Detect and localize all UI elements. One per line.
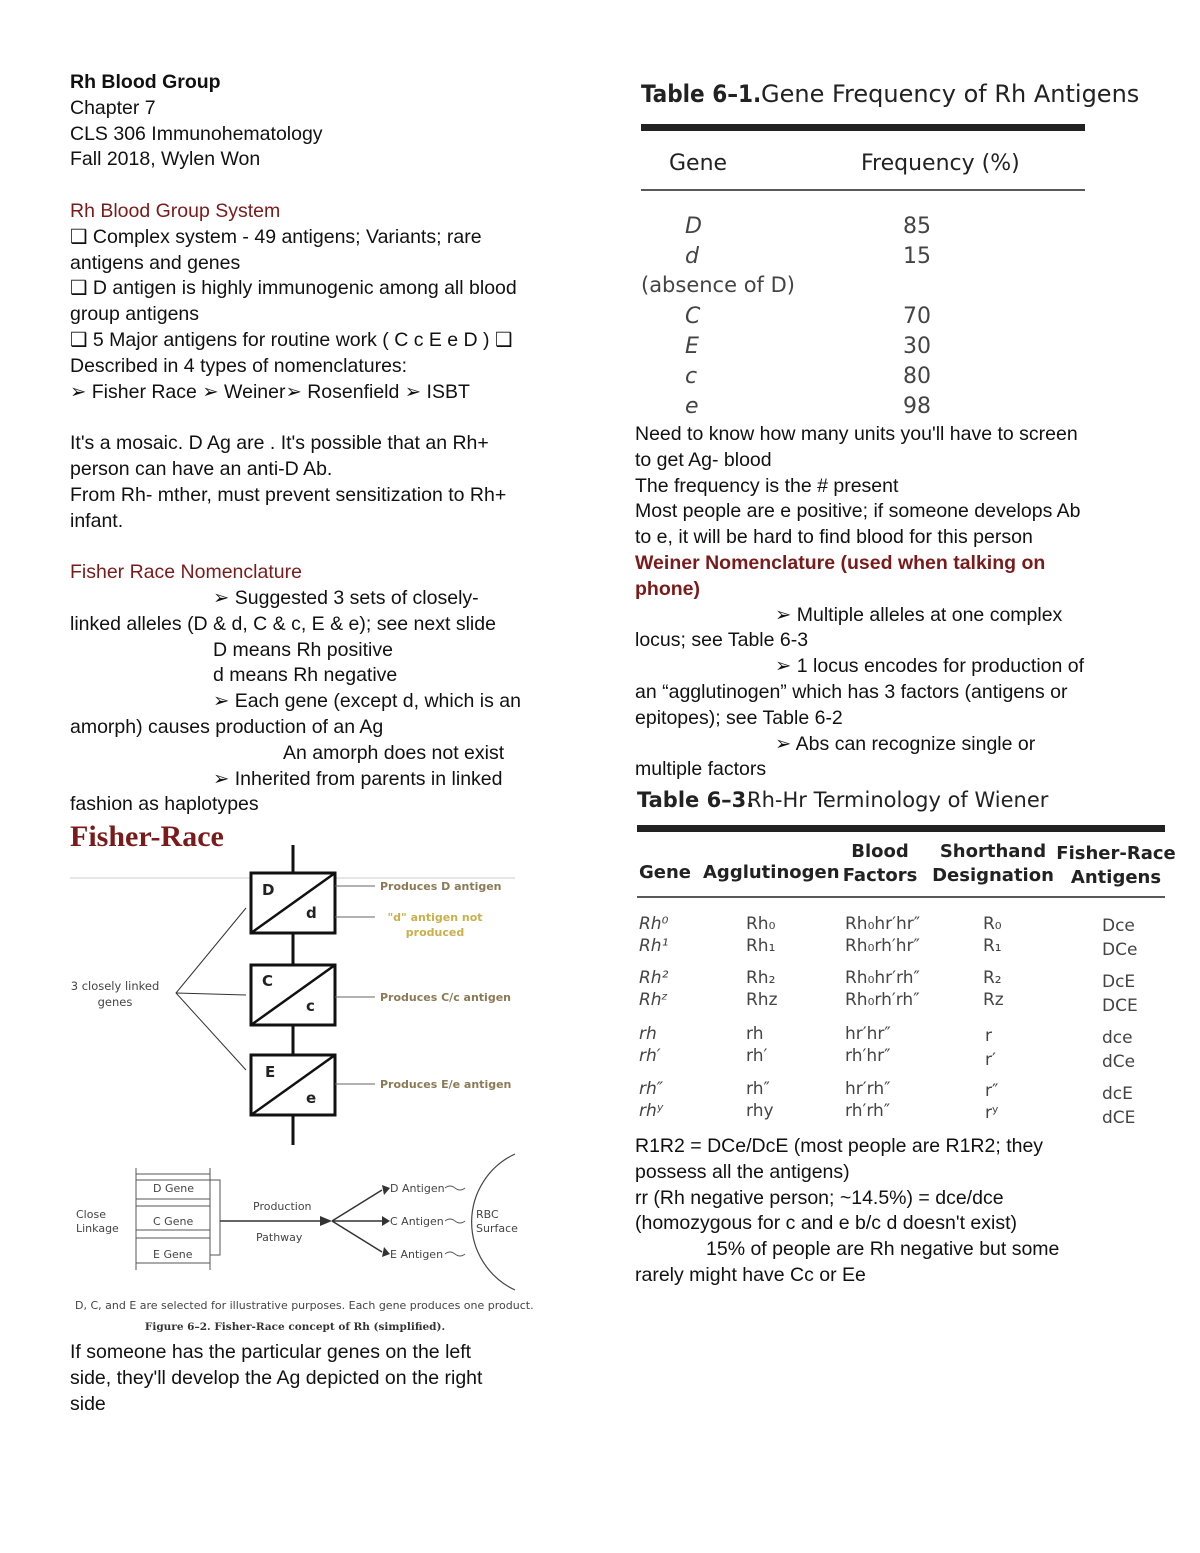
fisher-race-cell: dCE [1102,1108,1136,1128]
production-pathway-diagram [70,1150,534,1340]
gene-label: E Gene [153,1248,193,1261]
text-line: Most people are e positive; if someone develops Ab [635,500,1081,523]
left-column [70,70,570,818]
frequency-cell: 15 [903,244,931,269]
fisher-race-cell: DCE [1102,996,1138,1016]
gene-cell: rh′ [639,1046,661,1066]
pathway-label: Production [253,1200,312,1213]
column-header-gene: Gene [669,151,728,176]
text-line: antigens and genes [70,251,241,274]
fisher-race-title: Fisher-Race [70,820,224,853]
gene-cell: C [685,304,701,329]
gene-upper-label: E [265,1063,276,1081]
factors-cell: hr′hr″ [845,1024,891,1044]
text-line: linked alleles (D & d, C & c, E & e); see next slide [70,612,496,635]
text-line: rarely might have Cc or Ee [635,1263,866,1286]
column-header: Blood [851,841,909,862]
doc-title: Rh Blood Group [70,71,221,93]
antigen-label: D Antigen [390,1182,445,1195]
text-line: fashion as haplotypes [70,793,259,816]
gene-lower-label: c [306,997,315,1015]
column-header: Factors [842,865,918,886]
text-line: R1R2 = DCe/DcE (most people are R1R2; they [635,1135,1044,1157]
column-header: Fisher-Race [1056,843,1176,864]
produces-label: produced [405,926,465,939]
gene-cell: Rh² [639,968,669,988]
text-line: epitopes); see Table 6-2 [635,706,843,729]
frequency-cell: 85 [903,214,931,239]
agglutinogen-cell: rh″ [746,1079,770,1099]
fisher-race-cell: DCe [1102,940,1138,960]
text-line: side [70,1392,106,1415]
text-line: From Rh- mther, must prevent sensitization to Rh+ [70,483,507,506]
text-line: locus; see Table 6-3 [635,629,809,652]
gene-lower-label: d [306,904,317,922]
gene-upper-label: C [262,972,274,990]
shorthand-cell: R₂ [983,968,1002,988]
shorthand-cell: R₀ [983,914,1002,934]
text-line: Need to know how many units you'll have to screen [635,423,1078,445]
text-line: ❑ D antigen is highly immunogenic among all blood [70,277,517,300]
text-line: to get Ag- blood [635,448,772,471]
factors-cell: rh′hr″ [845,1046,891,1066]
factors-cell: Rh₀rh′hr″ [845,936,920,956]
linked-genes-label: 3 closely linked [70,979,160,993]
text-line: An amorph does not exist [283,741,505,764]
produces-label: Produces C/c antigen [380,991,511,1004]
factors-cell: hr′rh″ [845,1079,891,1099]
rbc-label: RBC [476,1208,499,1221]
text-line: an “agglutinogen” which has 3 factors (antigens or [635,680,1068,703]
text-line: infant. [70,509,124,532]
gene-cell: e [685,394,699,419]
table-6-1-body [641,214,931,419]
term-line: Fall 2018, Wylen Won [70,148,261,171]
gene-cell: (absence of D) [641,273,795,297]
text-line: ➢ Multiple alleles at one complex [775,603,1063,626]
agglutinogen-cell: Rh₂ [746,968,776,988]
text-line: ❑ 5 Major antigens for routine work ( C c E e D ) ❑ [70,328,513,351]
text-line: Described in 4 types of nomenclatures: [70,354,408,377]
frequency-cell: 98 [903,394,931,419]
section-heading-weiner: phone) [635,577,700,600]
produces-label: Produces D antigen [380,880,502,893]
text-line: multiple factors [635,758,767,781]
right-column-summary [635,1134,1155,1289]
produces-label: Produces E/e antigen [380,1078,512,1091]
right-column-notes [635,422,1135,783]
column-header: Gene [639,862,692,883]
agglutinogen-cell: rhy [746,1101,774,1121]
text-line: to e, it will be hard to find blood for this person [635,526,1033,549]
text-line: group antigens [70,303,200,326]
pathway-label: Pathway [256,1231,303,1244]
shorthand-cell: r [985,1026,992,1046]
text-line: amorph) causes production of an Ag [70,715,384,738]
shorthand-cell: Rz [983,990,1004,1010]
produces-label: "d" antigen not [387,911,483,924]
gene-cell: rh″ [639,1079,664,1099]
agglutinogen-cell: Rh₀ [746,914,776,934]
fisher-race-gene-diagram [70,845,530,1150]
frequency-cell: 30 [903,334,931,359]
factors-cell: rh′rh″ [845,1101,891,1121]
figure-footnote: D, C, and E are selected for illustrative purposes. Each gene produces one product. [75,1299,534,1312]
text-line: (homozygous for c and e b/c d doesn't exist) [635,1212,1018,1235]
gene-lower-label: e [306,1089,317,1107]
gene-cell: Rh¹ [639,936,669,956]
table-title: Gene Frequency of Rh Antigens [761,80,1140,108]
section-heading-rh-system: Rh Blood Group System [70,199,281,222]
text-line: d means Rh negative [213,664,398,687]
table-title-bold: Table 6–3. [637,788,755,812]
text-line: ➢ Suggested 3 sets of closely- [213,586,479,609]
antigen-label: C Antigen [390,1215,444,1228]
text-line: ➢ Fisher Race ➢ Weiner➢ Rosenfield ➢ ISBT [70,380,470,403]
table-title: Rh-Hr Terminology of Wiener [747,788,1049,812]
close-linkage-label: Close [76,1208,106,1221]
text-line: If someone has the particular genes on the left [70,1341,472,1363]
section-heading-fisher-race: Fisher Race Nomenclature [70,561,302,584]
fisher-race-cell: dCe [1102,1052,1136,1072]
text-line: ➢ 1 locus encodes for production of [775,655,1085,678]
column-header-frequency: Frequency (%) [861,151,1020,176]
table-title-bold: Table 6–1. [641,80,762,108]
chapter-line: Chapter 7 [70,96,156,119]
text-line: ➢ Abs can recognize single or [775,732,1036,755]
text-line: side, they'll develop the Ag depicted on the right [70,1366,483,1389]
rbc-label: Surface [476,1222,518,1235]
factors-cell: Rh₀rh′rh″ [845,990,920,1010]
text-line: possess all the antigens) [635,1160,850,1183]
gene-cell: E [685,334,699,359]
gene-label: C Gene [153,1215,194,1228]
linked-genes-label: genes [97,995,133,1009]
column-header: Shorthand [939,841,1047,862]
fisher-race-cell: DcE [1102,972,1136,992]
gene-cell: rh [639,1024,657,1044]
close-linkage-label: Linkage [76,1222,119,1235]
text-line: rr (Rh negative person; ~14.5%) = dce/dce [635,1186,1004,1209]
antigen-label: E Antigen [390,1248,444,1261]
gene-cell: rhʸ [639,1101,664,1121]
table-6-1 [635,70,1140,422]
gene-cell: Rh⁰ [639,914,669,934]
gene-cell: Rhᶻ [639,990,668,1010]
factors-cell: Rh₀hr′hr″ [845,914,921,934]
table-6-3-body [639,914,1138,1128]
column-header: Designation [932,865,1054,886]
gene-cell: c [685,364,698,389]
text-line: 15% of people are Rh negative but some [706,1238,1060,1261]
agglutinogen-cell: Rhz [746,990,778,1010]
agglutinogen-cell: rh′ [746,1046,768,1066]
shorthand-cell: r″ [985,1081,999,1101]
text-line: ➢ Each gene (except d, which is an [213,690,521,713]
section-heading-weiner: Weiner Nomenclature (used when talking on [635,551,1046,574]
frequency-cell: 80 [903,364,931,389]
gene-cell: d [685,244,699,269]
table-6-3 [635,785,1176,1135]
shorthand-cell: R₁ [983,936,1002,956]
shorthand-cell: rʸ [985,1103,999,1123]
gene-label: D Gene [153,1182,194,1195]
text-line: The frequency is the # present [635,474,899,497]
figure-caption: Figure 6–2. Fisher-Race concept of Rh (simplified). [144,1321,446,1333]
course-line: CLS 306 Immunohematology [70,122,323,145]
agglutinogen-cell: rh [746,1024,764,1044]
gene-upper-label: D [262,881,275,899]
gene-cell: D [685,214,702,239]
text-line: ➢ Inherited from parents in linked [213,767,503,790]
column-header: Agglutinogen [703,862,840,883]
column-header: Antigens [1070,867,1162,888]
fisher-race-cell: dce [1102,1028,1133,1048]
figure-explanation [70,1340,550,1417]
fisher-race-cell: dcE [1102,1084,1133,1104]
factors-cell: Rh₀hr′rh″ [845,968,920,988]
text-line: It's a mosaic. D Ag are . It's possible that an Rh+ [70,432,489,455]
text-line: ❑ Complex system - 49 antigens; Variants; rare [70,225,482,248]
shorthand-cell: r′ [985,1050,996,1070]
text-line: D means Rh positive [213,638,393,661]
text-line: person can have an anti-D Ab. [70,457,333,480]
frequency-cell: 70 [903,304,931,329]
agglutinogen-cell: Rh₁ [746,936,776,956]
fisher-race-cell: Dce [1102,916,1135,936]
